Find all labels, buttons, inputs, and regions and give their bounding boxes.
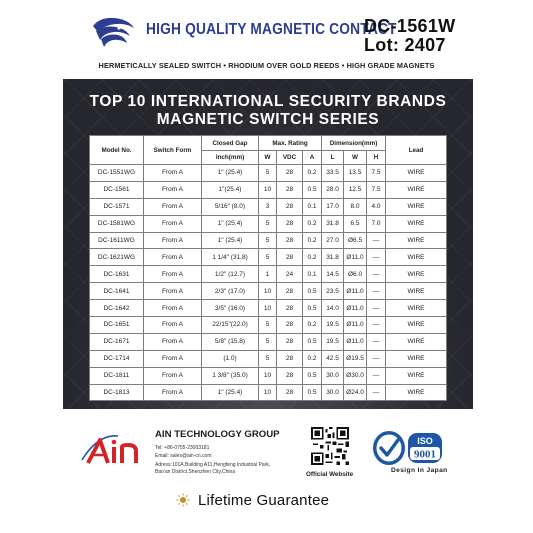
cell-model: DC-1621WG xyxy=(90,249,144,266)
cell-dim-w: Ø11.0 xyxy=(344,249,367,266)
spec-panel xyxy=(63,79,473,409)
cell-vdc: 28 xyxy=(277,232,303,249)
cell-switch-form: From A xyxy=(144,350,202,367)
cell-w: 5 xyxy=(259,333,277,350)
cell-a: 0.1 xyxy=(303,266,322,283)
cell-model: DC-1642 xyxy=(90,300,144,317)
cell-vdc: 28 xyxy=(277,283,303,300)
col-gap-unit: Inch(mm) xyxy=(202,151,259,165)
table-row xyxy=(90,317,447,334)
cell-lead: WIRE xyxy=(386,300,447,317)
col-closed-gap: Closed Gap xyxy=(202,136,259,151)
cell-vdc: 28 xyxy=(277,249,303,266)
cell-l: 31.8 xyxy=(322,215,344,232)
contact-address-line1: Adress:101A,Building A11,Hengfeng Industrial Park, xyxy=(155,462,271,468)
iso-9001-icon xyxy=(372,429,446,467)
iso-top-text: ISO xyxy=(417,436,433,446)
table-row xyxy=(90,333,447,350)
lot-code: Lot: 2407 xyxy=(364,35,446,55)
cell-dim-w: Ø11.0 xyxy=(344,300,367,317)
cell-switch-form: From A xyxy=(144,198,202,215)
cell-w: 1 xyxy=(259,266,277,283)
cell-model: DC-1611WG xyxy=(90,232,144,249)
cell-a: 0.5 xyxy=(303,333,322,350)
cell-model: DC-1651 xyxy=(90,317,144,334)
cell-lead: WIRE xyxy=(386,181,447,198)
cell-closed-gap: 2/3" (17.0) xyxy=(202,283,259,300)
cell-vdc: 28 xyxy=(277,300,303,317)
cell-w: 5 xyxy=(259,232,277,249)
cell-l: 27.0 xyxy=(322,232,344,249)
cell-dim-w: Ø6.0 xyxy=(344,266,367,283)
cell-model: DC-1671 xyxy=(90,333,144,350)
cell-a: 0.2 xyxy=(303,232,322,249)
col-max-rating: Max. Rating xyxy=(259,136,322,151)
cell-switch-form: From A xyxy=(144,232,202,249)
cell-a: 0.2 xyxy=(303,350,322,367)
sun-icon xyxy=(176,493,190,507)
panel-title: TOP 10 INTERNATIONAL SECURITY BRANDS xyxy=(89,93,447,110)
cell-h: — xyxy=(367,333,386,350)
cell-w: 5 xyxy=(259,317,277,334)
cell-h: — xyxy=(367,384,386,401)
cell-lead: WIRE xyxy=(386,384,447,401)
cell-h: 4.0 xyxy=(367,198,386,215)
cell-closed-gap: 1 1/4" (31.8) xyxy=(202,249,259,266)
cell-l: 30.0 xyxy=(322,384,344,401)
cell-dim-w: Ø24.0 xyxy=(344,384,367,401)
cell-h: — xyxy=(367,249,386,266)
cell-l: 33.5 xyxy=(322,165,344,182)
cell-switch-form: From A xyxy=(144,215,202,232)
tagline: HERMETICALLY SEALED SWITCH • RHODIUM OVER GOLD REEDS • HIGH GRADE MAGNETS xyxy=(98,61,435,70)
cell-a: 0.5 xyxy=(303,283,322,300)
cell-h: — xyxy=(367,350,386,367)
cell-vdc: 28 xyxy=(277,198,303,215)
cell-closed-gap: 22/15"(22.0) xyxy=(202,317,259,334)
cell-w: 10 xyxy=(259,283,277,300)
cell-l: 23.5 xyxy=(322,283,344,300)
cell-vdc: 28 xyxy=(277,215,303,232)
cell-a: 0.2 xyxy=(303,165,322,182)
cell-dim-w: 6.5 xyxy=(344,215,367,232)
cell-dim-w: Ø19.5 xyxy=(344,350,367,367)
cell-a: 0.2 xyxy=(303,249,322,266)
cell-closed-gap: (1.0) xyxy=(202,350,259,367)
cell-h: — xyxy=(367,283,386,300)
cell-vdc: 28 xyxy=(277,317,303,334)
cell-lead: WIRE xyxy=(386,367,447,384)
cell-closed-gap: 1" (25.4) xyxy=(202,384,259,401)
cell-l: 28.0 xyxy=(322,181,344,198)
qr-code-icon[interactable] xyxy=(311,427,349,465)
cell-model: DC-1811 xyxy=(90,367,144,384)
cell-h: 7.5 xyxy=(367,165,386,182)
cell-w: 5 xyxy=(259,350,277,367)
table-row xyxy=(90,249,447,266)
cell-h: — xyxy=(367,266,386,283)
cell-model: DC-1813 xyxy=(90,384,144,401)
cell-w: 10 xyxy=(259,181,277,198)
cell-w: 10 xyxy=(259,300,277,317)
table-row xyxy=(90,165,447,182)
cell-dim-w: 13.5 xyxy=(344,165,367,182)
table-row xyxy=(90,266,447,283)
col-dimension: Dimension(mm) xyxy=(322,136,386,151)
cell-h: — xyxy=(367,300,386,317)
cell-closed-gap: 1 3/8" (35.0) xyxy=(202,367,259,384)
cell-switch-form: From A xyxy=(144,300,202,317)
cell-a: 0.5 xyxy=(303,181,322,198)
col-h: H xyxy=(367,151,386,165)
contact-address-line2: Bao'an District,Shenzhen City,China xyxy=(155,469,236,475)
spec-table-wrapper xyxy=(89,135,446,401)
table-row xyxy=(90,283,447,300)
col-model-no: Model No. xyxy=(90,136,144,165)
cell-model: DC-1714 xyxy=(90,350,144,367)
ain-logo-icon xyxy=(78,430,158,470)
cell-lead: WIRE xyxy=(386,333,447,350)
cell-vdc: 28 xyxy=(277,384,303,401)
cell-w: 5 xyxy=(259,165,277,182)
contact-email: Email: sales@ain-cn.com xyxy=(155,453,212,459)
col-w: W xyxy=(259,151,277,165)
cell-model: DC-1581WG xyxy=(90,215,144,232)
cell-dim-w: Ø11.0 xyxy=(344,333,367,350)
cell-a: 0.2 xyxy=(303,215,322,232)
col-vdc: VDC xyxy=(277,151,303,165)
brand-logo-icon xyxy=(90,16,136,50)
col-lead: Lead xyxy=(386,136,447,165)
cell-lead: WIRE xyxy=(386,215,447,232)
cell-switch-form: From A xyxy=(144,181,202,198)
spec-table xyxy=(89,135,447,401)
cell-l: 19.5 xyxy=(322,333,344,350)
table-header-row xyxy=(90,136,447,151)
cell-vdc: 24 xyxy=(277,266,303,283)
table-row xyxy=(90,384,447,401)
cell-model: DC-1631 xyxy=(90,266,144,283)
table-row xyxy=(90,232,447,249)
cell-closed-gap: 1"(25.4) xyxy=(202,181,259,198)
company-name: AIN TECHNOLOGY GROUP xyxy=(155,429,280,440)
col-dim-w: W xyxy=(344,151,367,165)
cell-dim-w: 12.5 xyxy=(344,181,367,198)
cell-lead: WIRE xyxy=(386,283,447,300)
cell-w: 10 xyxy=(259,367,277,384)
cell-closed-gap: 1" (25.4) xyxy=(202,232,259,249)
cell-lead: WIRE xyxy=(386,165,447,182)
cell-w: 3 xyxy=(259,198,277,215)
col-l: L xyxy=(322,151,344,165)
cell-switch-form: From A xyxy=(144,333,202,350)
cell-switch-form: From A xyxy=(144,367,202,384)
cell-w: 5 xyxy=(259,249,277,266)
cell-vdc: 28 xyxy=(277,181,303,198)
cell-a: 0.2 xyxy=(303,317,322,334)
cell-l: 19.5 xyxy=(322,317,344,334)
cell-a: 0.5 xyxy=(303,367,322,384)
cell-l: 30.0 xyxy=(322,367,344,384)
cell-lead: WIRE xyxy=(386,249,447,266)
cell-a: 0.1 xyxy=(303,198,322,215)
cell-model: DC-1561 xyxy=(90,181,144,198)
cell-switch-form: From A xyxy=(144,165,202,182)
cell-l: 14.0 xyxy=(322,300,344,317)
cell-lead: WIRE xyxy=(386,232,447,249)
contact-tel: Tel: +86-0755-23003181 xyxy=(155,445,210,451)
cell-h: — xyxy=(367,232,386,249)
cell-h: — xyxy=(367,317,386,334)
cell-h: 7.0 xyxy=(367,215,386,232)
cell-dim-w: Ø6.5 xyxy=(344,232,367,249)
table-row xyxy=(90,367,447,384)
cell-switch-form: From A xyxy=(144,266,202,283)
cell-h: — xyxy=(367,367,386,384)
cell-vdc: 28 xyxy=(277,367,303,384)
cell-vdc: 28 xyxy=(277,333,303,350)
cell-closed-gap: 5/16" (8.0) xyxy=(202,198,259,215)
cell-a: 0.5 xyxy=(303,300,322,317)
cell-closed-gap: 3/5" (16.0) xyxy=(202,300,259,317)
cell-l: 14.5 xyxy=(322,266,344,283)
cell-vdc: 28 xyxy=(277,350,303,367)
table-row xyxy=(90,215,447,232)
official-website-label: Official Website xyxy=(306,471,354,478)
cell-model: DC-1641 xyxy=(90,283,144,300)
model-code: DC-1561W xyxy=(364,16,456,36)
panel-subtitle: MAGNETIC SWITCH SERIES xyxy=(156,111,380,128)
cell-closed-gap: 5/8" (15.8) xyxy=(202,333,259,350)
cell-vdc: 28 xyxy=(277,165,303,182)
table-row xyxy=(90,198,447,215)
cell-l: 42.5 xyxy=(322,350,344,367)
cell-switch-form: From A xyxy=(144,249,202,266)
cell-switch-form: From A xyxy=(144,317,202,334)
cell-lead: WIRE xyxy=(386,350,447,367)
cell-dim-w: Ø11.0 xyxy=(344,283,367,300)
cell-switch-form: From A xyxy=(144,384,202,401)
col-a: A xyxy=(303,151,322,165)
cell-lead: WIRE xyxy=(386,198,447,215)
cell-w: 10 xyxy=(259,384,277,401)
cell-h: 7.5 xyxy=(367,181,386,198)
cell-lead: WIRE xyxy=(386,317,447,334)
cell-dim-w: Ø30.0 xyxy=(344,367,367,384)
cell-model: DC-1551WG xyxy=(90,165,144,182)
table-row xyxy=(90,300,447,317)
cell-l: 31.8 xyxy=(322,249,344,266)
table-row xyxy=(90,350,447,367)
cell-w: 5 xyxy=(259,215,277,232)
cell-l: 17.0 xyxy=(322,198,344,215)
cell-closed-gap: 1" (25.4) xyxy=(202,165,259,182)
cell-closed-gap: 1" (25.4) xyxy=(202,215,259,232)
table-row xyxy=(90,181,447,198)
cell-dim-w: 8.0 xyxy=(344,198,367,215)
col-switch-form: Switch Form xyxy=(144,136,202,165)
design-in-japan: Design In Japan xyxy=(391,467,448,474)
iso-number-text: 9001 xyxy=(414,448,436,461)
lifetime-guarantee: Lifetime Guarantee xyxy=(198,492,330,509)
cell-switch-form: From A xyxy=(144,283,202,300)
cell-dim-w: Ø11.0 xyxy=(344,317,367,334)
table-body xyxy=(90,165,447,401)
header-title: HIGH QUALITY MAGNETIC CONTACT xyxy=(146,21,397,38)
cell-a: 0.5 xyxy=(303,384,322,401)
cell-closed-gap: 1/2" (12.7) xyxy=(202,266,259,283)
cell-model: DC-1571 xyxy=(90,198,144,215)
cell-lead: WIRE xyxy=(386,266,447,283)
